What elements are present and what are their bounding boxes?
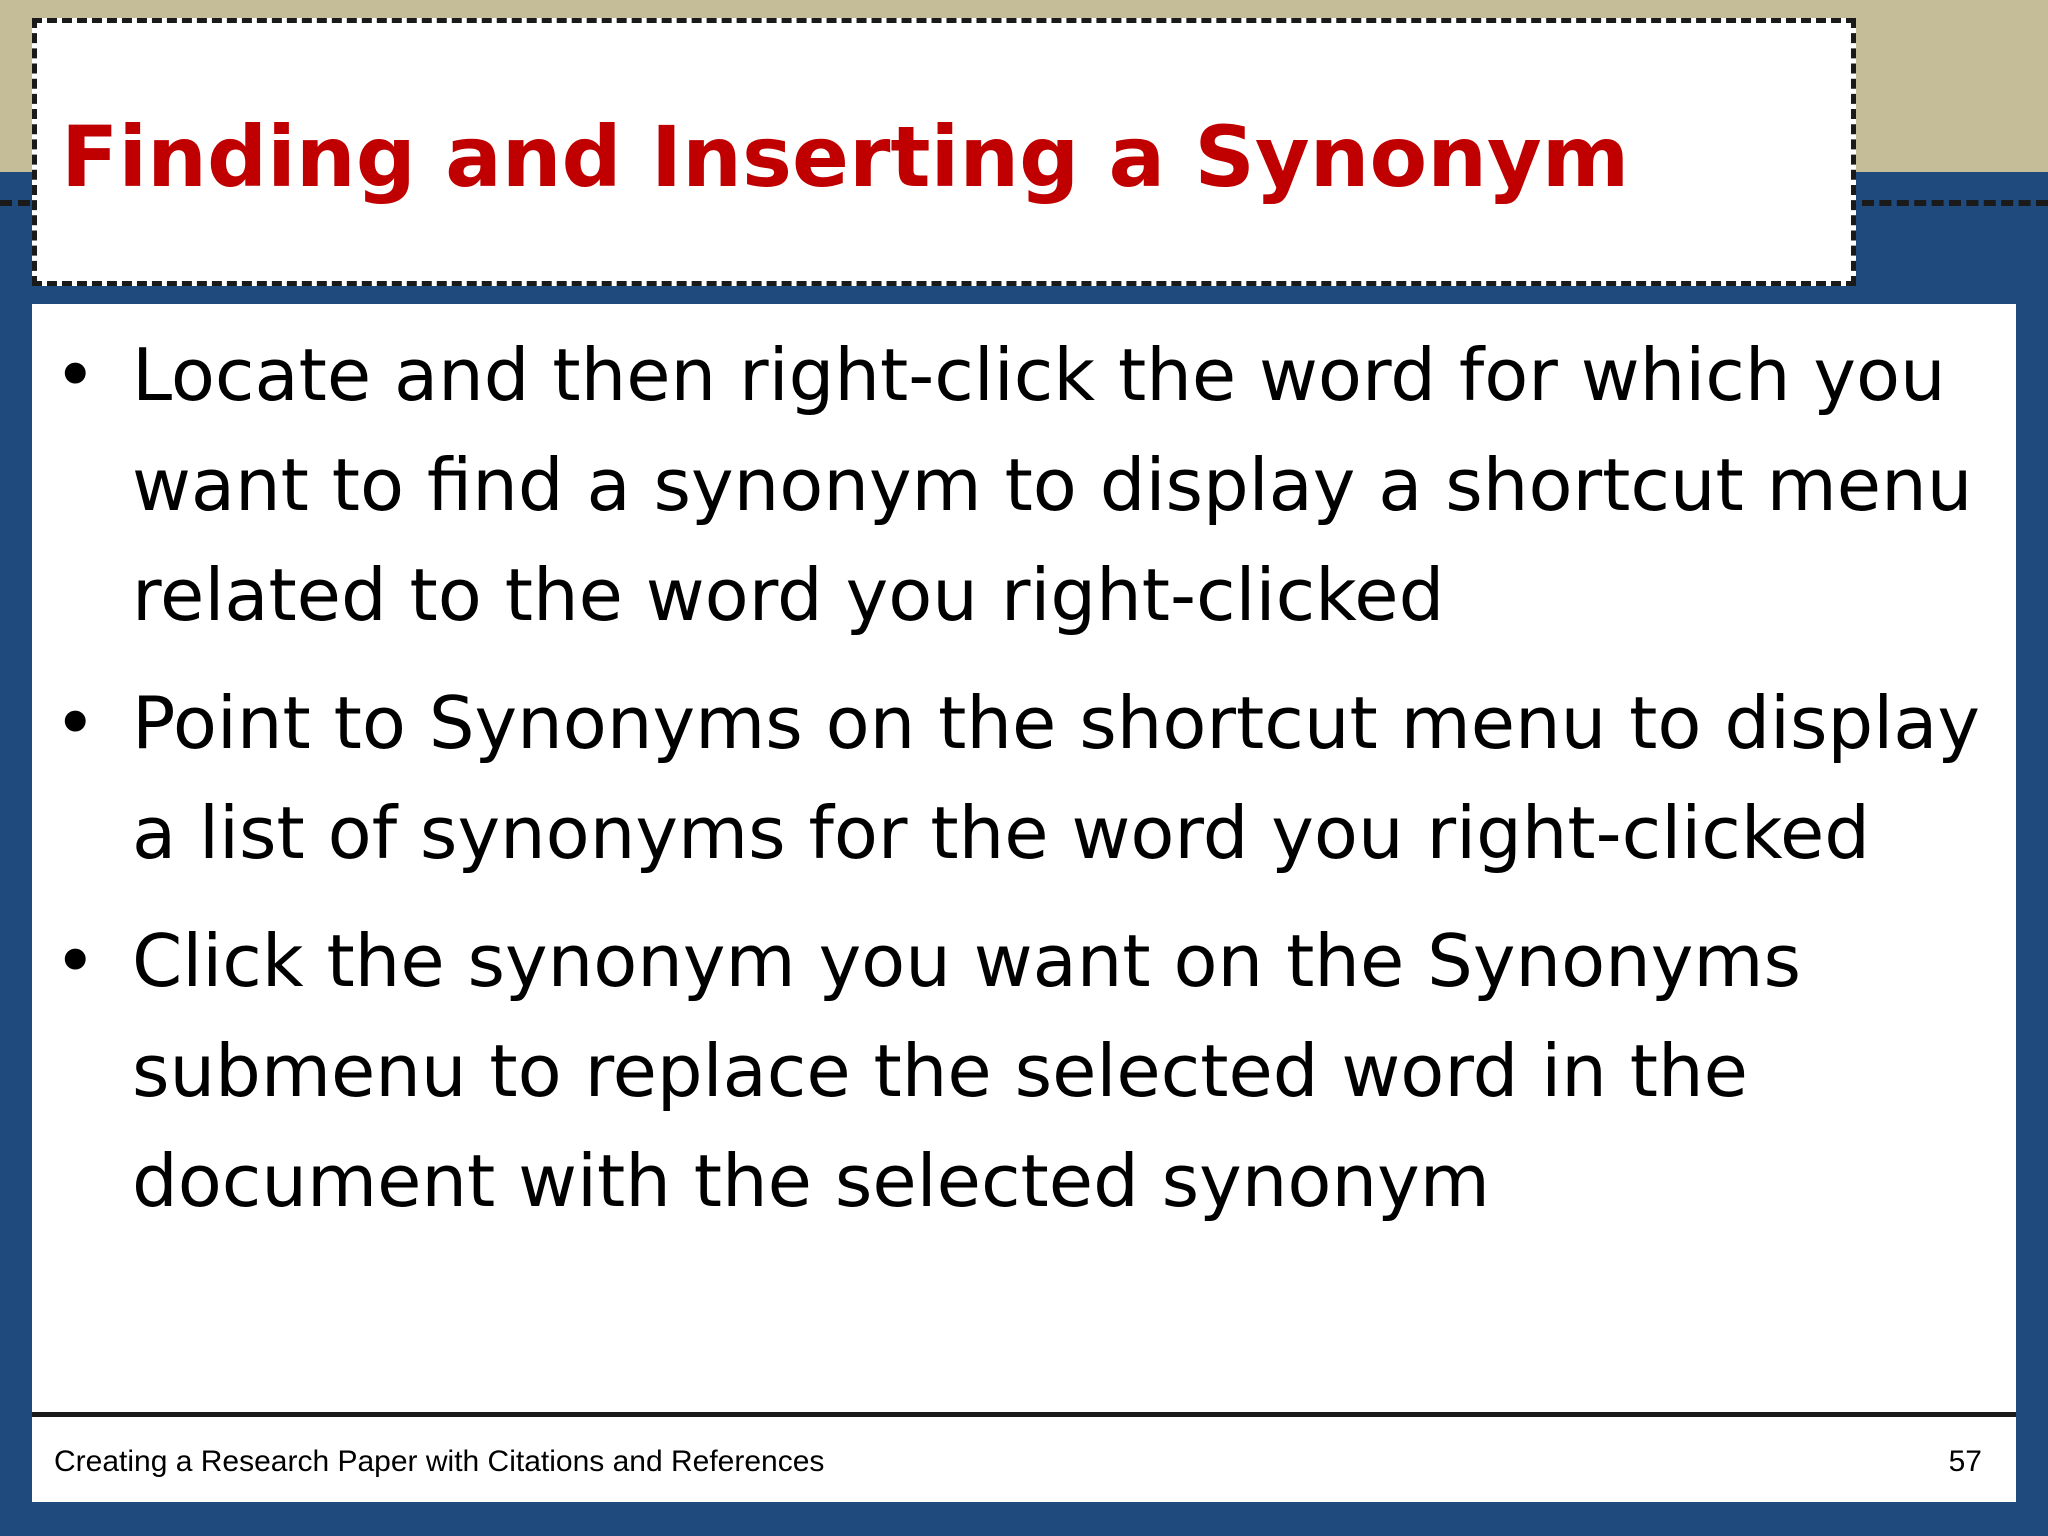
right-dashed-line: [1862, 200, 2048, 206]
footer-bar: [32, 1412, 2016, 1502]
bullet-item-locate: [32, 320, 2016, 650]
bullet-text: Point to Synonyms on the shortcut menu to display a list of synonyms for the word you right-clicked: [132, 681, 1980, 875]
bullet-item-click: [32, 906, 2016, 1236]
bullet-dot-icon: •: [54, 919, 97, 1003]
bullet-item-point: [32, 668, 2016, 888]
slide-title: Finding and Inserting a Synonym: [61, 108, 1630, 206]
content-panel: [32, 304, 2016, 1414]
bullet-dot-icon: •: [54, 333, 97, 417]
page-number: 57: [1948, 1445, 1982, 1478]
left-dashed-line: [0, 200, 30, 206]
bullet-text: Click the synonym you want on the Synonyms submenu to replace the selected word in the document with the selected synonym: [132, 919, 1802, 1223]
footer-title: Creating a Research Paper with Citations and References: [54, 1445, 825, 1478]
bullet-text: Locate and then right-click the word for which you want to find a synonym to display a shortcut menu related to the word you right-clicked: [132, 333, 1973, 637]
bullet-dot-icon: •: [54, 681, 97, 765]
title-box: [32, 18, 1856, 286]
bullet-list: [32, 320, 2016, 1254]
